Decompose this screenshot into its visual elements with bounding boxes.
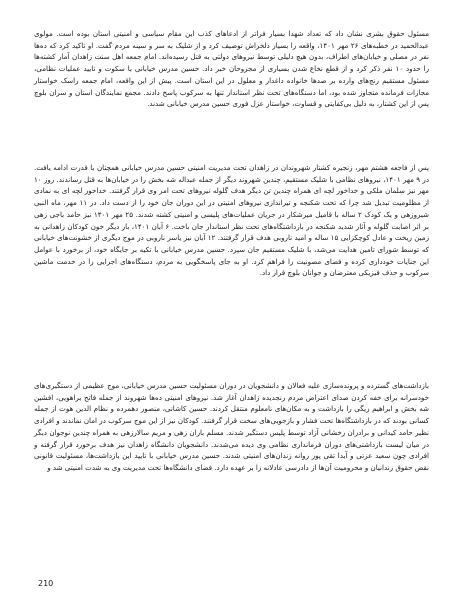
paragraph-killings-chain: پس از فاجعه هشتم مهر، زنجیره کشتار شهروندان در زاهدان تحت مدیریت امنیتی حسین مدرس خیابانی همچنان با قدرت ادامه یافت. در ۹ مهر ۱۴۰۱، نیروهای نظامی با شلیک مستقیم، چندین شهروند دیگر از جمله عبداله شه بخش را در خیابان‌ها به قتل رساندند. روز ۱۰ مهر نیز سلمان ملکی و خداخور لچه ای همراه چندین تن دیگر هدف گلوله نیروهای تحت امر وی قرار گرفتند. خداخور لچه ای به نمادی از مظلومیت تبدیل شد چرا که تحت شکنجه و تیراندازی نیروهای امنیتی در این دوران جان خود را از دست داد. در ۱۱ مهر، ماه النبی شیروزهی و یک کودک ۲ ساله با قامیل میرشکار در جریان عملیات‌های پلیسی و امنیتی کشته شدند. ۲۵ مهر ۱۴۰۱ نیز حامد باجی زهی بر اثر اصابت گلوله و آثار شدید شکنجه در بازداشتگاه‌های تحت نظر استاندار جان باخت. ۶ آبان ۱۴۰۱، بار دیگر خون کودکان زاهدانی به زمین ریخت و عادل کوچکزایی ۱۵ ساله و امید ناروبی هدف قرار گرفتند. ۱۲ آبان نیز یاسر ناروبی در موج دیگری از خشونت‌های خیابانی که توسط شورای تامین هدایت می‌شد، با شلیک مستقیم جان سپرد. حسین مدرس خیابانی با تکیه بر جایگاه خود، از برخورد با عوامل این جنایات خودداری کرده و فضای مصونیت را فراهم کرد. او به جای پاسخگویی به مردم، دستگاه‌های اجرایی را در خدمت ماشین سرکوب و حذف فیزیکی معترضان و جوانان بلوچ قرار داد. — [34, 163, 430, 278]
page-number: 210 — [38, 579, 54, 588]
paragraph-arrests: بازداشت‌های گسترده و پرونده‌سازی علیه فعالان و دانشجویان در دوران مسئولیت حسین مدرس خیابانی، موج عظیمی از دستگیری‌های خودسرانه برای خفه کردن صدای اعتراض مردم رنجدیده زاهدان آغاز شد. نیروهای امنیتی ده‌ها شهروند از جمله فاتح براهویی، افشین شه بخش و ابراهیم ریگی را بازداشت و به مکان‌های نامعلوم منتقل کردند. حسین کاشانی، منصور دهمرده و نظام الدین هوت از جمله کسانی بودند که در بازداشتگاه‌ها تحت فشار و بازجویی‌های سخت قرار گرفتند. کودکان نیز از این موج سرکوب در امان نماندند و افرادی نظیر حامد کیدانی و برادران رخشانی آزاد توسط پلیس دستگیر شدند. مسلم باران زهی و مریم سالارزهی به همراه چندین نوجوان دیگر در میان لیست بازداشتی‌های دوران فرمانداری نظامی وی دیده می‌شدند. دانشجویان دانشگاه زاهدان نیز هدف برخورد قرار گرفته و افرادی چون سعید عزتی و آیدا تقی پور روانه زندان‌های امنیتی شدند. حسین مدرس خیابانی با تایید این بازداشت‌ها، مسئولیت قانونی نقض حقوق زندانیان و محرومیت آن‌ها از دادرسی عادلانه را بر عهده دارد. فضای دانشگاه‌ها تحت مدیریت وی به شدت امنیتی شد و — [34, 381, 429, 472]
paragraph-casualties: مسئول حقوق بشری نشان داد که تعداد شهدا بسیار فراتر از ادعاهای کذب این مقام سیاسی و امنیتی استان بوده است. مولوی عبدالحمید در خطبه‌های ۲۶ مهر ۱۴۰۱، واقعه را بسیار دلخراش توصیف کرد و از شلیک به سر و سینه مردم گفت. او تاکید کرد که ده‌ها نفر در مصلی و خیابان‌های اطراف، بدون هیچ دلیلی توسط نیروهای دولتی به قتل رسیده‌اند. امام جمعه اهل سنت زاهدان آمار کشته‌ها را حدود ۱۰ نفر ذکر کرد و از قطع نخاع شدن بسیاری از مجروحان خبر داد. حسین مدرس خیابانی با سکوت و تایید عملیات نظامی، مسئول مستقیم رنج‌های وارده بر صدها خانواده داغدار و معلول در این استان است. پیش از این واقعه، امام جمعه راسک خواستار مجازات فرمانده متجاوز شده بود، اما دستگاه‌های تحت نظر استاندار تنها به سرکوب پاسخ دادند. مجمع نمایندگان استان و سران بلوچ پس از این کشتار، به دلیل بی‌کفایتی و قساوت، خواستار عزل فوری حسین مدرس خیابانی شدند. — [34, 29, 429, 109]
